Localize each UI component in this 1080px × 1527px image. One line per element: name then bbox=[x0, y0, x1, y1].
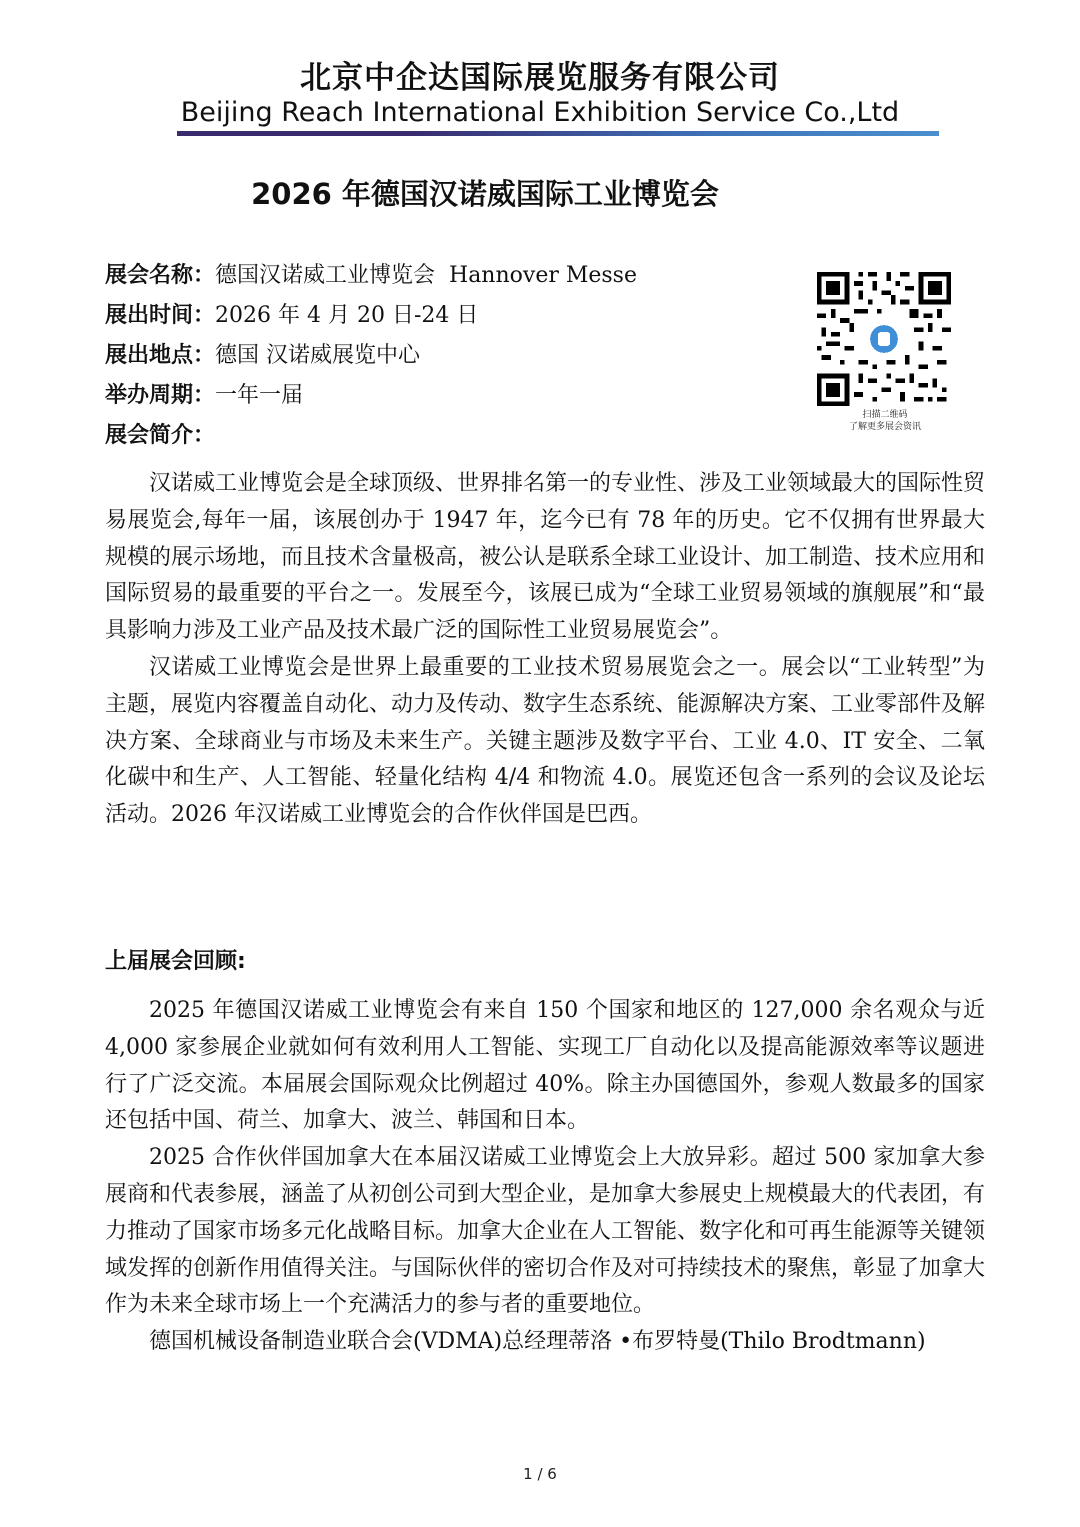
info-value-cycle: 一年一届 bbox=[215, 383, 304, 408]
info-row-intro bbox=[105, 418, 785, 458]
qr-caption-line2: 了解更多展会资讯 bbox=[848, 422, 921, 432]
review-paragraph-3: 德国机械设备制造业联合会(VDMA)总经理蒂洛 •布罗特曼(Thilo Brodtmann) bbox=[149, 1329, 926, 1355]
info-value-place: 德国 汉诺威展览中心 bbox=[215, 343, 421, 368]
qr-caption bbox=[817, 409, 953, 433]
info-label-name: 展会名称： bbox=[105, 263, 216, 288]
intro-paragraph-2: 汉诺威工业博览会是世界上最重要的工业技术贸易展览会之一。展会以“工业转型”为主题，展览内容覆盖自动化、动力及传动、数字生态系统、能源解决方案、工业零部件及解决方案、全球商业与市场及未来生产。关键主题涉及数字平台、工业 4.0、IT 安全、二氧化碳中和生产、人工智能、轻量化结构 4/4 和物流 4.0。展览还包含一系列的会议及论坛活动。2026 年汉诺威工业博览会的合作伙伴国是巴西。 bbox=[105, 654, 986, 828]
info-row-time bbox=[105, 298, 785, 338]
info-value-name: 德国汉诺威工业博览会 Hannover Messe bbox=[215, 263, 637, 288]
company-name-cn: 北京中企达国际展览服务有限公司 bbox=[300, 60, 780, 96]
qr-caption-line1: 扫描二维码 bbox=[862, 410, 908, 420]
info-label-intro: 展会简介： bbox=[105, 423, 216, 448]
document-title: 2026 年德国汉诺威国际工业博览会 bbox=[251, 177, 719, 211]
intro-body bbox=[105, 466, 985, 834]
review-body bbox=[105, 993, 985, 1361]
review-paragraph-2: 2025 合作伙伴国加拿大在本届汉诺威工业博览会上大放异彩。超过 500 家加拿大参展商和代表参展，涵盖了从初创公司到大型企业，是加拿大参展史上规模最大的代表团，有力推动了国家市场多元化战略目标。加拿大企业在人工智能、数字化和可再生能源等关键领域发挥的创新作用值得关注。与国际伙伴的密切合作及对可持续技术的聚焦，彰显了加拿大作为未来全球市场上一个充满活力的参与者的重要地位。 bbox=[105, 1145, 986, 1318]
header-divider bbox=[177, 131, 939, 136]
info-value-time: 2026 年 4 月 20 日-24 日 bbox=[215, 303, 479, 328]
info-row-cycle bbox=[105, 378, 785, 418]
review-paragraph-1: 2025 年德国汉诺威工业博览会有来自 150 个国家和地区的 127,000 余名观众与近 4,000 家参展企业就如何有效利用人工智能、实现工厂自动化以及提高能源效率等议题进行了广泛交流。本届展会国际观众比例超过 40%。除主办国德国外，参观人数最多的国家还包括中国、荷兰、加拿大、波兰、韩国和日本。 bbox=[105, 998, 985, 1134]
info-label-cycle: 举办周期： bbox=[105, 383, 216, 408]
intro-paragraph-1: 汉诺威工业博览会是全球顶级、世界排名第一的专业性、涉及工业领域最大的国际性贸易展览会,每年一届，该展创办于 1947 年，迄今已有 78 年的历史。它不仅拥有世界最大规模的展示场地，而且技术含量极高，被公认是联系全球工业设计、加工制造、技术应用和国际贸易的最重要的平台之一。发展至今，该展已成为“全球工业贸易领域的旗舰展”和“最具影响力涉及工业产品及技术最广泛的国际性工业贸易展览会”。 bbox=[105, 471, 986, 644]
info-row-place bbox=[105, 338, 785, 378]
info-label-place: 展出地点： bbox=[105, 343, 216, 368]
info-label-time: 展出时间： bbox=[105, 303, 216, 328]
review-heading: 上届展会回顾: bbox=[105, 949, 246, 974]
company-name-en: Beijing Reach International Exhibition Service Co.,Ltd bbox=[180, 97, 900, 128]
page-number: 1 / 6 bbox=[523, 1465, 557, 1483]
qr-code-icon[interactable] bbox=[817, 272, 951, 406]
exhibition-info bbox=[105, 258, 785, 458]
info-row-name bbox=[105, 258, 785, 298]
qr-block bbox=[817, 272, 953, 433]
